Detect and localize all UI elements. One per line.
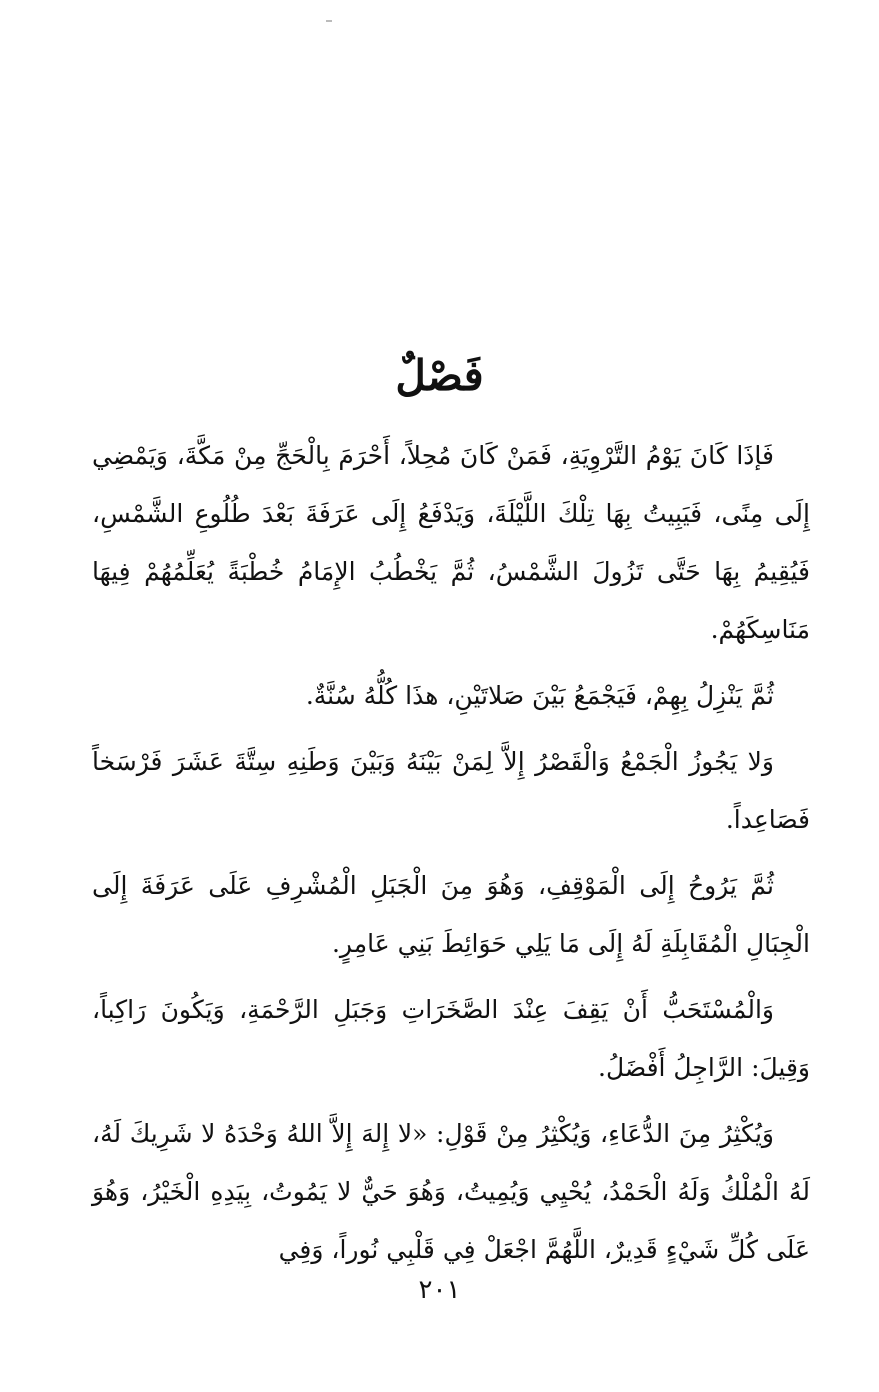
body-text: [92, 427, 810, 1287]
scan-mark: [326, 20, 332, 22]
page-number: ٢٠١: [418, 1275, 461, 1305]
paragraph: وَالْمُسْتَحَبُّ أَنْ يَقِفَ عِنْدَ الصَّخَرَاتِ وَجَبَلِ الرَّحْمَةِ، وَيَكُونَ رَاكِباً، وَقِيلَ: الرَّاجِلُ أَفْضَلُ.: [92, 995, 810, 1082]
paragraph: وَيُكْثِرُ مِنَ الدُّعَاءِ، وَيُكْثِرُ مِنْ قَوْلِ: «لا إِلهَ إِلاَّ اللهُ وَحْدَهُ لا شَرِيكَ لَهُ، لَهُ الْمُلْكُ وَلَهُ الْحَمْدُ، يُحْيِي وَيُمِيتُ، وَهُوَ حَيٌّ لا يَمُوتُ، بِيَدِهِ الْخَيْرُ، وَهُوَ عَلَى كُلِّ شَيْءٍ قَدِيرٌ، اللَّهُمَّ اجْعَلْ فِي قَلْبِي نُوراً، وَفِي: [92, 1119, 810, 1264]
section-heading: فَصْلٌ: [395, 351, 484, 401]
paragraph: ثُمَّ يَرُوحُ إِلَى الْمَوْقِفِ، وَهُوَ مِنَ الْجَبَلِ الْمُشْرِفِ عَلَى عَرَفَةَ إِلَى الْجِبَالِ الْمُقَابِلَةِ لَهُ إِلَى مَا يَلِي حَوَائِطَ بَنِي عَامِرٍ.: [92, 871, 810, 958]
paragraph: ثُمَّ يَنْزِلُ بِهِمْ، فَيَجْمَعُ بَيْنَ صَلاتَيْنِ، هذَا كُلُّهُ سُنَّةٌ.: [305, 681, 774, 710]
paragraph: فَإذَا كَانَ يَوْمُ التَّرْوِيَةِ، فَمَنْ كَانَ مُحِلاً، أَحْرَمَ بِالْحَجِّ مِنْ مَكَّةَ، وَيَمْضِي إِلَى مِنًى، فَيَبِيتُ بِهَا تِلْكَ اللَّيْلَةَ، وَيَدْفَعُ إِلَى عَرَفَةَ بَعْدَ طُلُوعِ الشَّمْسِ، فَيُقِيمُ بِهَا حَتَّى تَزُولَ الشَّمْسُ، ثُمَّ يَخْطُبُ الإِمَامُ خُطْبَةً يُعَلِّمُهُمْ فِيهَا مَنَاسِكَهُمْ.: [92, 441, 810, 644]
paragraph: وَلا يَجُوزُ الْجَمْعُ وَالْقَصْرُ إِلاَّ لِمَنْ بَيْنَهُ وَبَيْنَ وَطَنِهِ سِتَّةَ عَشَرَ فَرْسَخاً فَصَاعِداً.: [92, 747, 810, 834]
